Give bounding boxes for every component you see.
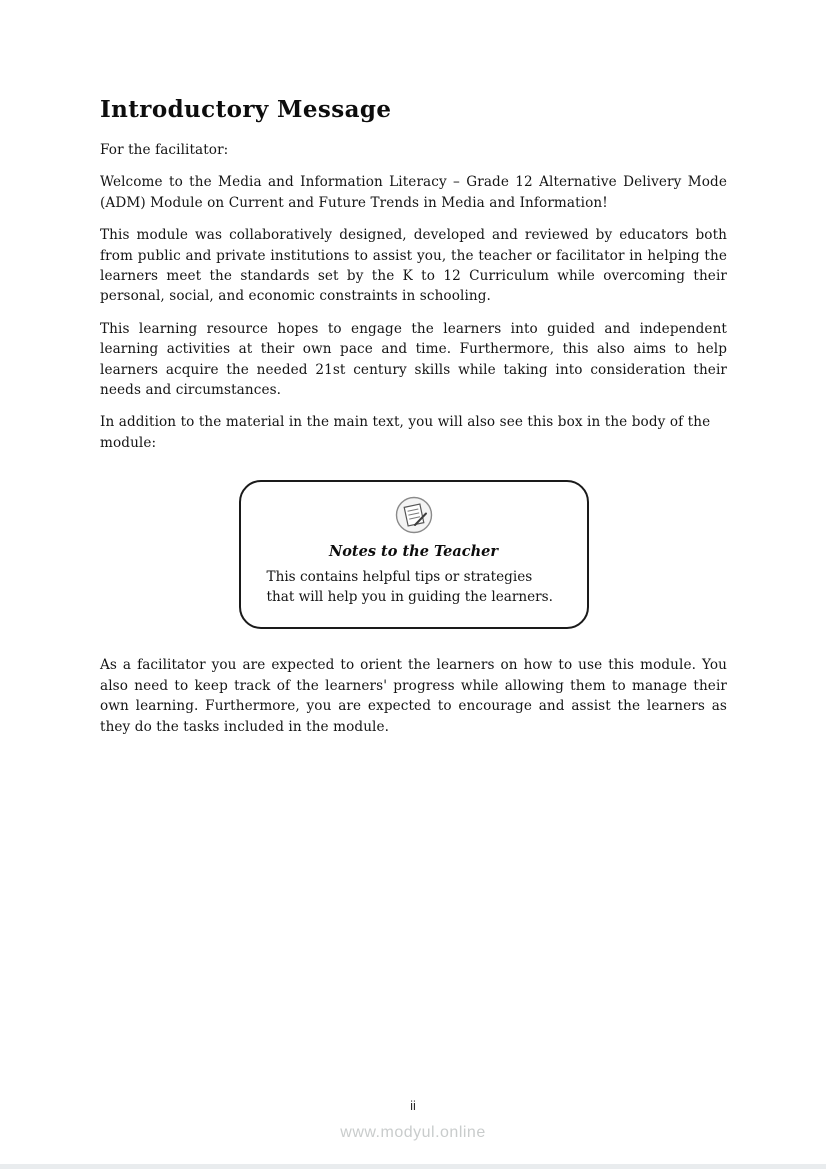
notes-to-teacher-box — [239, 480, 589, 629]
note-box-body: This contains helpful tips or strategies that will help you in guiding the learners. — [266, 569, 553, 605]
paragraph-welcome: Welcome to the Media and Information Literacy – Grade 12 Alternative Delivery Mode (ADM) Module on Current and Future Trends in Media and Information! — [100, 174, 727, 211]
paragraph-learning-resource: This learning resource hopes to engage the learners into guided and independent learning activities at their own pace and time. Furthermore, this also aims to help learners acquire the needed 21st century skills while taking into consideration their needs and circumstances. — [100, 320, 727, 399]
paragraph-box-intro: In addition to the material in the main text, you will also see this box in the body of the module: — [100, 414, 711, 451]
page-title: Introductory Message — [100, 96, 392, 123]
watermark: www.modyul.online — [340, 1124, 486, 1141]
note-box-title: Notes to the Teacher — [329, 543, 498, 561]
notes-paper-icon — [267, 495, 561, 535]
page-number: ii — [410, 1098, 416, 1113]
page-bottom-edge — [0, 1164, 826, 1169]
paragraph-closing: As a facilitator you are expected to orient the learners on how to use this module. You also need to keep track of the learners' progress while allowing them to manage their own learning. Furthermore, you are expected to encourage and assist the learners as they do the tasks included in the module. — [100, 657, 727, 735]
paragraph-facilitator: For the facilitator: — [100, 142, 229, 158]
paragraph-module-design: This module was collaboratively designed, developed and reviewed by educators both from public and private institutions to assist you, the teacher or facilitator in helping the learners meet the standards set by the K to 12 Curriculum while overcoming their personal, social, and economic constraints in schooling. — [100, 227, 727, 305]
